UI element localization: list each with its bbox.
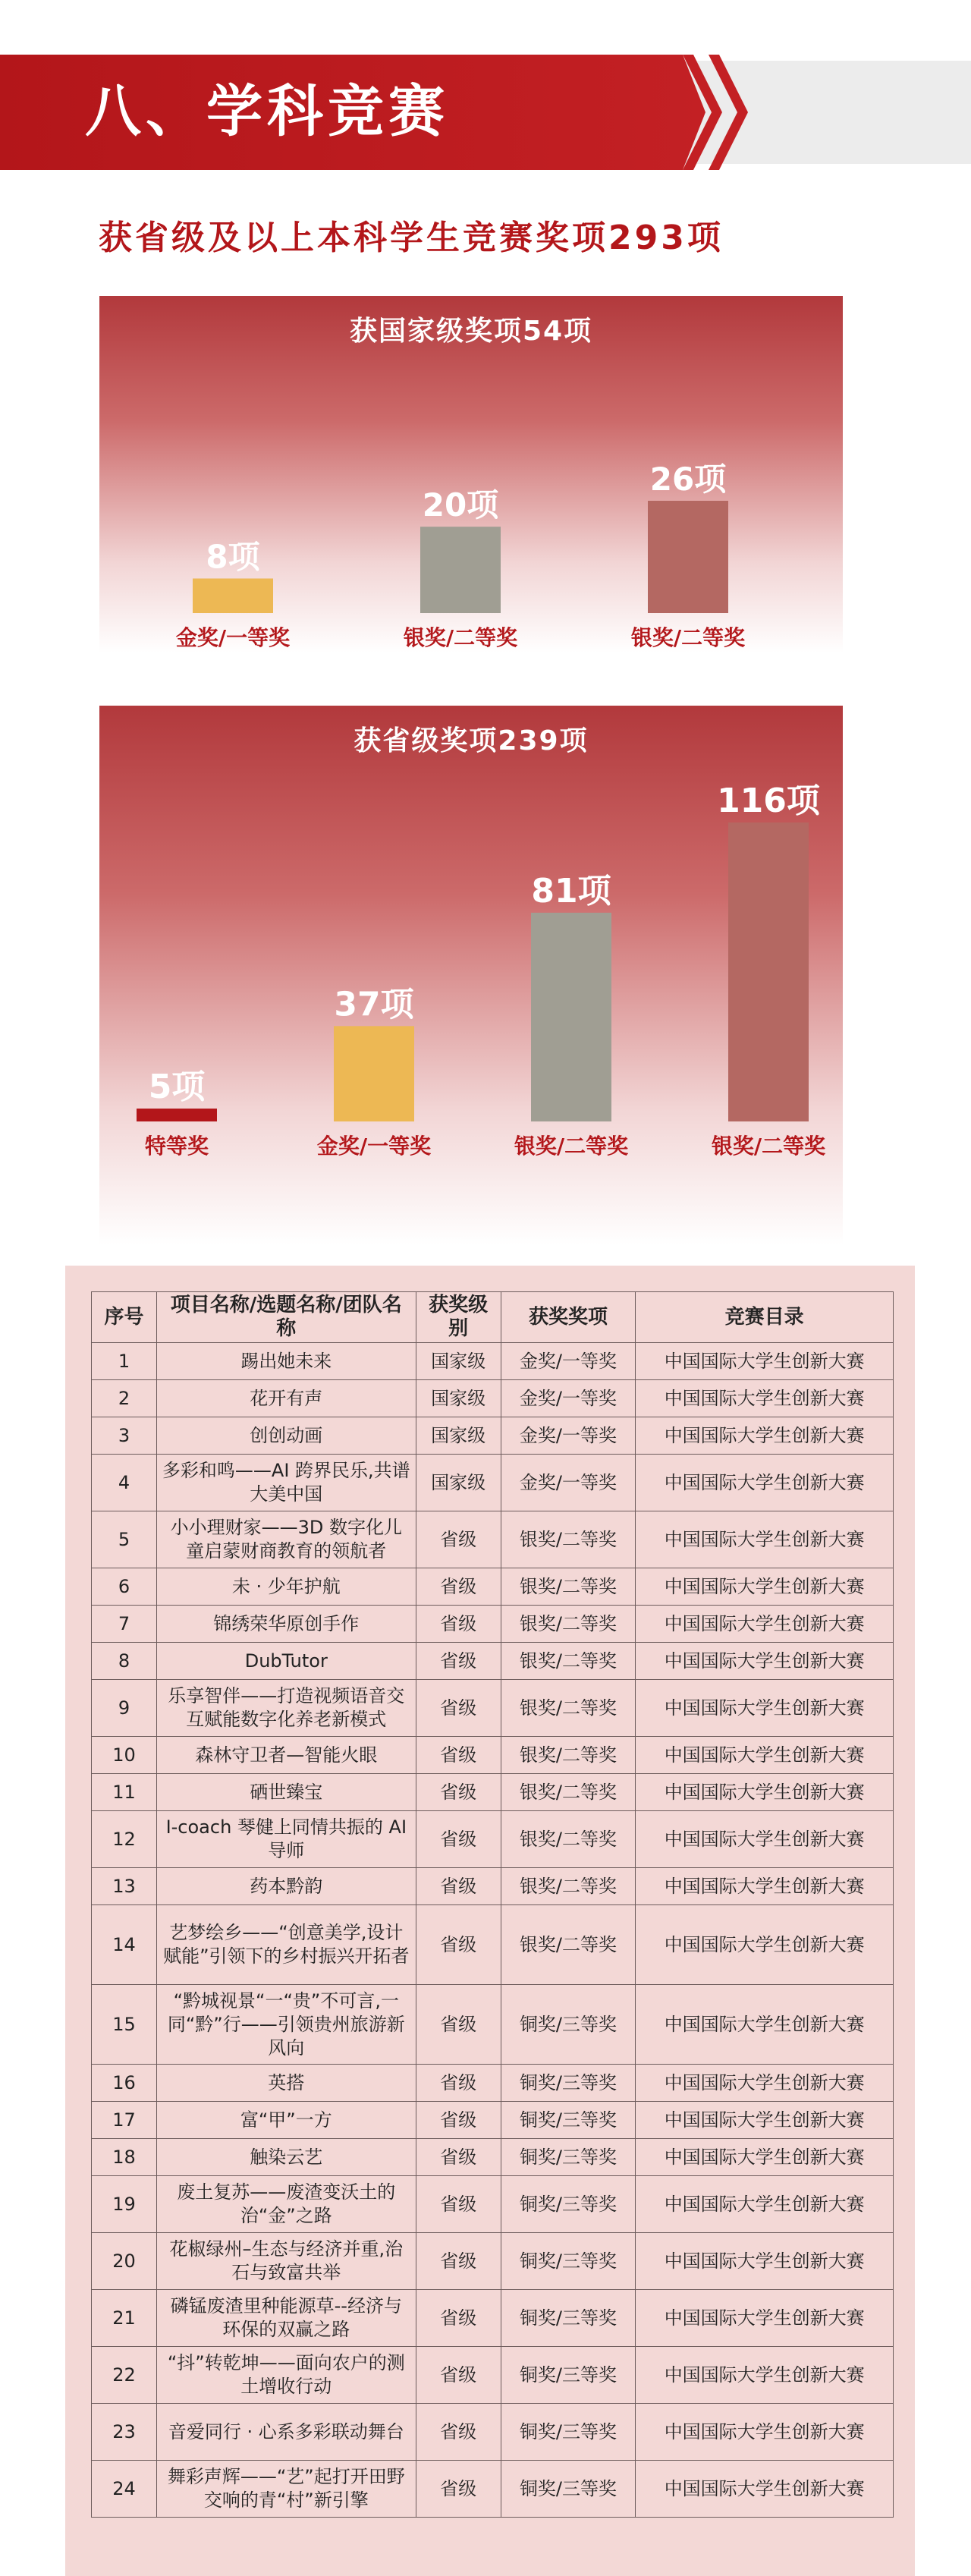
table-cell: 银奖/二等奖 <box>501 1511 636 1568</box>
table-row <box>92 1343 894 1380</box>
table-cell: 铜奖/三等奖 <box>501 2176 636 2233</box>
chart-title: 获省级奖项239项 <box>354 725 589 756</box>
table-cell: 国家级 <box>416 1343 501 1380</box>
table-cell: 银奖/二等奖 <box>501 1643 636 1680</box>
table-header-cell: 序号 <box>92 1292 157 1343</box>
table-cell: 22 <box>92 2347 157 2404</box>
table-cell: 铜奖/三等奖 <box>501 1985 636 2065</box>
table-header-cell: 竞赛目录 <box>636 1292 894 1343</box>
table-cell: 省级 <box>416 1905 501 1985</box>
table-cell: 省级 <box>416 1774 501 1811</box>
table-cell: 国家级 <box>416 1380 501 1417</box>
table-cell: 森林守卫者—智能火眼 <box>156 1737 416 1774</box>
table-cell: 踢出她未来 <box>156 1343 416 1380</box>
table-cell: 中国国际大学生创新大赛 <box>636 1643 894 1680</box>
table-cell: 8 <box>92 1643 157 1680</box>
data-label: 5项 <box>148 1068 206 1107</box>
table-cell: “黔城视景“一“贵”不可言,一同“黔”行——引领贵州旅游新风向 <box>156 1985 416 2065</box>
category-label: 特等奖 <box>144 1134 209 1159</box>
table-row <box>92 2290 894 2347</box>
table-row <box>92 1905 894 1985</box>
table-row <box>92 1774 894 1811</box>
table-cell: 中国国际大学生创新大赛 <box>636 2233 894 2290</box>
table-row <box>92 1606 894 1643</box>
table-row <box>92 1680 894 1737</box>
table-row <box>92 1568 894 1606</box>
table-cell: 4 <box>92 1455 157 1511</box>
table-cell: 中国国际大学生创新大赛 <box>636 2290 894 2347</box>
table-cell: 小小理财家——3D 数字化儿童启蒙财商教育的领航者 <box>156 1511 416 1568</box>
table-cell: I-coach 琴健上同情共振的 AI 导师 <box>156 1811 416 1868</box>
category-label: 金奖/一等奖 <box>175 625 291 650</box>
table-cell: 未 · 少年护航 <box>156 1568 416 1606</box>
table-cell: 银奖/二等奖 <box>501 1606 636 1643</box>
awards-table-panel <box>65 1266 915 2576</box>
section-title: 八、学科竞赛 <box>85 79 449 144</box>
bar <box>334 1026 414 1121</box>
table-cell: 中国国际大学生创新大赛 <box>636 1680 894 1737</box>
table-cell: 16 <box>92 2065 157 2102</box>
table-cell: 省级 <box>416 1643 501 1680</box>
table-cell: 花椒绿州–生态与经济并重,治石与致富共举 <box>156 2233 416 2290</box>
table-cell: 艺梦绘乡——“创意美学,设计赋能”引领下的乡村振兴开拓者 <box>156 1905 416 1985</box>
data-label: 116项 <box>717 782 820 820</box>
table-cell: 中国国际大学生创新大赛 <box>636 1737 894 1774</box>
table-cell: 中国国际大学生创新大赛 <box>636 1380 894 1417</box>
table-cell: 金奖/一等奖 <box>501 1417 636 1455</box>
category-label: 银奖/二等奖 <box>514 1134 629 1159</box>
table-cell: DubTutor <box>156 1643 416 1680</box>
table-cell: 铜奖/三等奖 <box>501 2347 636 2404</box>
table-header-cell: 获奖奖项 <box>501 1292 636 1343</box>
table-cell: 中国国际大学生创新大赛 <box>636 1606 894 1643</box>
headline: 获省级及以上本科学生竞赛奖项293项 <box>99 219 724 257</box>
table-cell: 银奖/二等奖 <box>501 1737 636 1774</box>
category-label: 金奖/一等奖 <box>316 1134 432 1159</box>
table-cell: 花开有声 <box>156 1380 416 1417</box>
table-row <box>92 1417 894 1455</box>
provincial-awards-chart <box>99 706 843 1244</box>
table-cell: 药本黔韵 <box>156 1868 416 1905</box>
table-cell: 省级 <box>416 2347 501 2404</box>
table-cell: 中国国际大学生创新大赛 <box>636 2139 894 2176</box>
table-cell: 舞彩声辉——“艺”起打开田野交响的青“村”新引擎 <box>156 2461 416 2518</box>
table-cell: 1 <box>92 1343 157 1380</box>
table-cell: 国家级 <box>416 1455 501 1511</box>
table-row <box>92 1985 894 2065</box>
table-cell: 中国国际大学生创新大赛 <box>636 1985 894 2065</box>
table-cell: 银奖/二等奖 <box>501 1774 636 1811</box>
table-cell: 国家级 <box>416 1417 501 1455</box>
table-cell: 15 <box>92 1985 157 2065</box>
table-cell: 17 <box>92 2102 157 2139</box>
data-label: 26项 <box>649 461 727 498</box>
table-header-cell: 项目名称/选题名称/团队名称 <box>156 1292 416 1343</box>
table-cell: 铜奖/三等奖 <box>501 2065 636 2102</box>
table-cell: 13 <box>92 1868 157 1905</box>
table-cell: 省级 <box>416 2176 501 2233</box>
table-cell: 中国国际大学生创新大赛 <box>636 2102 894 2139</box>
table-row <box>92 2065 894 2102</box>
bar <box>648 501 728 613</box>
table-cell: 19 <box>92 2176 157 2233</box>
table-cell: 11 <box>92 1774 157 1811</box>
bar <box>531 913 611 1121</box>
table-cell: 中国国际大学生创新大赛 <box>636 1811 894 1868</box>
category-label: 银奖/二等奖 <box>711 1134 826 1159</box>
table-cell: 音爱同行 · 心系多彩联动舞台 <box>156 2404 416 2461</box>
table-cell: 中国国际大学生创新大赛 <box>636 1343 894 1380</box>
table-cell: 金奖/一等奖 <box>501 1380 636 1417</box>
table-cell: 省级 <box>416 2461 501 2518</box>
table-cell: 中国国际大学生创新大赛 <box>636 2404 894 2461</box>
table-cell: 6 <box>92 1568 157 1606</box>
table-row <box>92 1868 894 1905</box>
table-cell: 中国国际大学生创新大赛 <box>636 1568 894 1606</box>
data-label: 37项 <box>334 985 414 1024</box>
table-row <box>92 1737 894 1774</box>
table-cell: 铜奖/三等奖 <box>501 2404 636 2461</box>
chevron-right-icon <box>683 55 759 170</box>
table-cell: 中国国际大学生创新大赛 <box>636 2461 894 2518</box>
bar <box>193 578 273 613</box>
table-cell: 省级 <box>416 2233 501 2290</box>
table-cell: 3 <box>92 1417 157 1455</box>
table-cell: 英搭 <box>156 2065 416 2102</box>
table-cell: 创创动画 <box>156 1417 416 1455</box>
section-banner <box>0 55 971 170</box>
table-cell: 铜奖/三等奖 <box>501 2461 636 2518</box>
table-cell: 20 <box>92 2233 157 2290</box>
bar <box>420 527 501 613</box>
table-cell: 省级 <box>416 1868 501 1905</box>
table-cell: 中国国际大学生创新大赛 <box>636 2347 894 2404</box>
table-cell: 银奖/二等奖 <box>501 1568 636 1606</box>
table-cell: 银奖/二等奖 <box>501 1811 636 1868</box>
table-cell: 24 <box>92 2461 157 2518</box>
table-cell: 10 <box>92 1737 157 1774</box>
table-cell: 铜奖/三等奖 <box>501 2290 636 2347</box>
table-cell: 中国国际大学生创新大赛 <box>636 1417 894 1455</box>
table-cell: 18 <box>92 2139 157 2176</box>
table-cell: 省级 <box>416 1811 501 1868</box>
table-cell: 省级 <box>416 2139 501 2176</box>
table-cell: 中国国际大学生创新大赛 <box>636 1905 894 1985</box>
table-cell: 锦绣荣华原创手作 <box>156 1606 416 1643</box>
table-row <box>92 2347 894 2404</box>
table-cell: 中国国际大学生创新大赛 <box>636 1868 894 1905</box>
table-cell: 乐享智伴——打造视频语音交互赋能数字化养老新模式 <box>156 1680 416 1737</box>
table-row <box>92 1811 894 1868</box>
table-cell: 中国国际大学生创新大赛 <box>636 1774 894 1811</box>
table-header-row <box>92 1292 894 1343</box>
table-row <box>92 2233 894 2290</box>
table-cell: 12 <box>92 1811 157 1868</box>
awards-table <box>91 1291 894 2518</box>
table-cell: 23 <box>92 2404 157 2461</box>
table-cell: 2 <box>92 1380 157 1417</box>
table-cell: 多彩和鸣——AI 跨界民乐,共谱大美中国 <box>156 1455 416 1511</box>
national-awards-plot <box>99 296 843 653</box>
table-cell: 中国国际大学生创新大赛 <box>636 2176 894 2233</box>
table-row <box>92 2102 894 2139</box>
table-cell: 硒世臻宝 <box>156 1774 416 1811</box>
table-cell: 铜奖/三等奖 <box>501 2139 636 2176</box>
data-label: 20项 <box>422 486 499 524</box>
table-cell: 中国国际大学生创新大赛 <box>636 2065 894 2102</box>
table-row <box>92 2176 894 2233</box>
national-awards-chart <box>99 296 843 653</box>
table-row <box>92 1455 894 1511</box>
table-cell: 省级 <box>416 1680 501 1737</box>
category-label: 银奖/二等奖 <box>403 625 518 650</box>
data-label: 81项 <box>531 871 611 911</box>
table-cell: 省级 <box>416 1568 501 1606</box>
table-cell: 废土复苏——废渣变沃土的治“金”之路 <box>156 2176 416 2233</box>
table-cell: 银奖/二等奖 <box>501 1680 636 1737</box>
table-cell: 9 <box>92 1680 157 1737</box>
table-cell: “抖”转乾坤——面向农户的测土增收行动 <box>156 2347 416 2404</box>
bar <box>728 822 809 1121</box>
table-cell: 金奖/一等奖 <box>501 1343 636 1380</box>
table-row <box>92 2461 894 2518</box>
table-cell: 省级 <box>416 2290 501 2347</box>
table-cell: 7 <box>92 1606 157 1643</box>
table-cell: 省级 <box>416 1985 501 2065</box>
table-row <box>92 2139 894 2176</box>
table-row <box>92 1380 894 1417</box>
table-cell: 铜奖/三等奖 <box>501 2102 636 2139</box>
data-label: 8项 <box>206 538 260 576</box>
chart-title: 获国家级奖项54项 <box>349 316 593 347</box>
table-cell: 银奖/二等奖 <box>501 1905 636 1985</box>
provincial-awards-plot <box>99 706 843 1244</box>
table-cell: 省级 <box>416 2404 501 2461</box>
table-cell: 21 <box>92 2290 157 2347</box>
table-cell: 中国国际大学生创新大赛 <box>636 1455 894 1511</box>
bar <box>137 1109 217 1121</box>
table-cell: 金奖/一等奖 <box>501 1455 636 1511</box>
table-cell: 14 <box>92 1905 157 1985</box>
table-cell: 中国国际大学生创新大赛 <box>636 1511 894 1568</box>
table-cell: 触染云艺 <box>156 2139 416 2176</box>
table-cell: 省级 <box>416 1606 501 1643</box>
table-cell: 银奖/二等奖 <box>501 1868 636 1905</box>
table-cell: 5 <box>92 1511 157 1568</box>
table-cell: 磷锰废渣里种能源草--经济与环保的双赢之路 <box>156 2290 416 2347</box>
table-cell: 富“甲”一方 <box>156 2102 416 2139</box>
table-row <box>92 2404 894 2461</box>
table-cell: 省级 <box>416 2065 501 2102</box>
category-label: 银奖/二等奖 <box>630 625 746 650</box>
table-row <box>92 1511 894 1568</box>
table-header-cell: 获奖级别 <box>416 1292 501 1343</box>
table-row <box>92 1643 894 1680</box>
table-cell: 省级 <box>416 1737 501 1774</box>
table-cell: 省级 <box>416 2102 501 2139</box>
table-cell: 省级 <box>416 1511 501 1568</box>
table-cell: 铜奖/三等奖 <box>501 2233 636 2290</box>
